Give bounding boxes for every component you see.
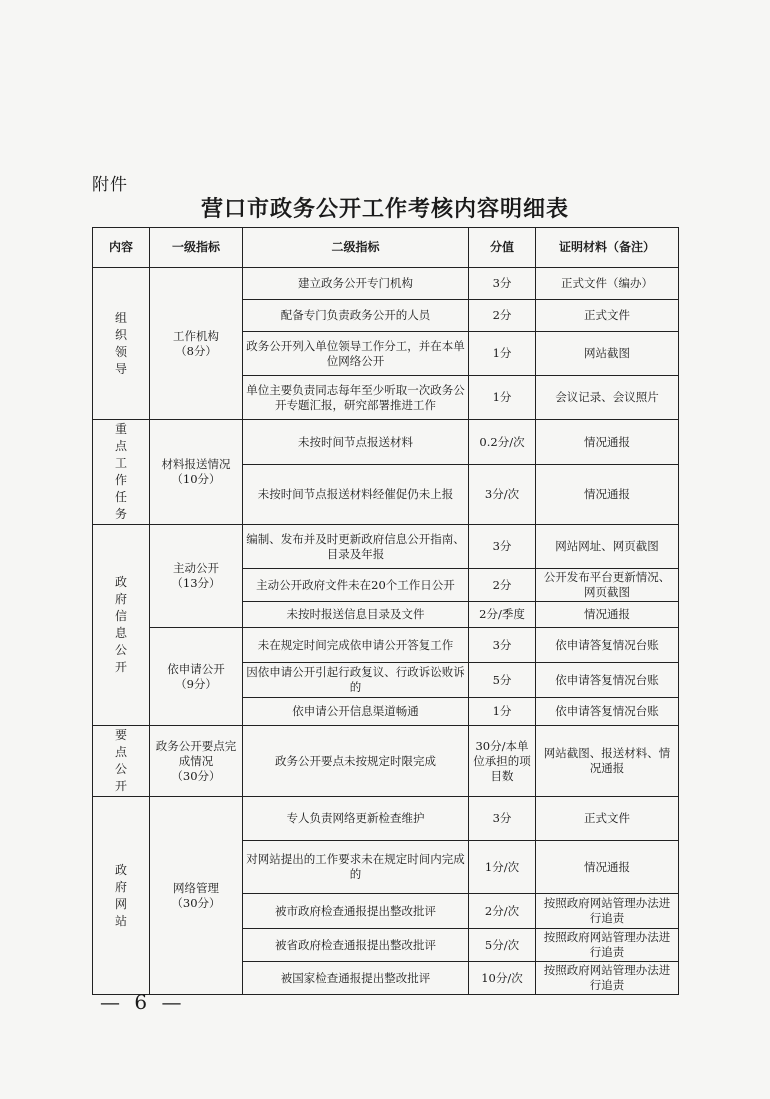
score-cell: 3分 (469, 797, 536, 841)
evidence-cell: 情况通报 (536, 420, 679, 465)
evidence-cell: 按照政府网站管理办法进行追责 (536, 929, 679, 962)
section-label: 组织领导 (114, 310, 127, 376)
section-cell (93, 420, 150, 525)
level2-indicator: 编制、发布并及时更新政府信息公开指南、目录及年报 (243, 525, 469, 569)
score-cell: 1分 (469, 376, 536, 420)
level1-indicator: 依申请公开 （9分） (150, 628, 243, 726)
section-label: 政府网站 (114, 862, 127, 928)
level1-indicator: 主动公开 （13分） (150, 525, 243, 628)
section-cell (93, 726, 150, 797)
page-title: 营口市政务公开工作考核内容明细表 (200, 197, 569, 222)
score-cell: 2分 (469, 300, 536, 332)
evidence-cell: 情况通报 (536, 465, 679, 525)
level1-indicator: 网络管理 （30分） (150, 797, 243, 995)
evidence-cell: 会议记录、会议照片 (536, 376, 679, 420)
page-number: — 6 — (100, 990, 186, 1014)
evidence-cell: 网站截图 (536, 332, 679, 376)
score-cell: 0.2分/次 (469, 420, 536, 465)
level2-indicator: 政务公开要点未按规定时限完成 (243, 726, 469, 797)
evidence-cell: 网站网址、网页截图 (536, 525, 679, 569)
table-body (93, 268, 679, 995)
level1-indicator: 工作机构 （8分） (150, 268, 243, 420)
score-cell: 30分/本单位承担的项目数 (469, 726, 536, 797)
header-level1: 一级指标 (150, 228, 243, 268)
level2-indicator: 因依申请公开引起行政复议、行政诉讼败诉的 (243, 663, 469, 698)
score-cell: 3分 (469, 268, 536, 300)
evidence-cell: 按照政府网站管理办法进行追责 (536, 894, 679, 929)
score-cell: 3分 (469, 628, 536, 663)
attachment-label: 附件 (92, 175, 128, 195)
table-row (93, 268, 679, 300)
level2-indicator: 依申请公开信息渠道畅通 (243, 698, 469, 726)
score-cell: 1分 (469, 698, 536, 726)
level2-indicator: 单位主要负责同志每年至少听取一次政务公开专题汇报，研究部署推进工作 (243, 376, 469, 420)
evidence-cell: 按照政府网站管理办法进行追责 (536, 962, 679, 995)
section-label: 政府信息公开 (114, 575, 127, 674)
level2-indicator: 未按时间节点报送材料经催促仍未上报 (243, 465, 469, 525)
evidence-cell: 公开发布平台更新情况、网页截图 (536, 569, 679, 602)
evidence-cell: 依申请答复情况台账 (536, 698, 679, 726)
header-level2: 二级指标 (243, 228, 469, 268)
level2-indicator: 对网站提出的工作要求未在规定时间内完成的 (243, 841, 469, 894)
evidence-cell: 正式文件（编办） (536, 268, 679, 300)
section-cell (93, 797, 150, 995)
evidence-cell: 情况通报 (536, 841, 679, 894)
header-evidence: 证明材料（备注） (536, 228, 679, 268)
level2-indicator: 未在规定时间完成依申请公开答复工作 (243, 628, 469, 663)
evidence-cell: 正式文件 (536, 797, 679, 841)
level2-indicator: 建立政务公开专门机构 (243, 268, 469, 300)
level1-indicator: 政务公开要点完成情况 （30分） (150, 726, 243, 797)
section-cell (93, 268, 150, 420)
table-row (93, 420, 679, 465)
table-row (93, 525, 679, 569)
score-cell: 3分 (469, 525, 536, 569)
score-cell: 2分/季度 (469, 602, 536, 628)
level2-indicator: 专人负责网络更新检查维护 (243, 797, 469, 841)
evidence-cell: 网站截图、报送材料、情况通报 (536, 726, 679, 797)
score-cell: 10分/次 (469, 962, 536, 995)
level2-indicator: 主动公开政府文件未在20个工作日公开 (243, 569, 469, 602)
score-cell: 2分 (469, 569, 536, 602)
level2-indicator: 政务公开列入单位领导工作分工，并在本单位网络公开 (243, 332, 469, 376)
evidence-cell: 依申请答复情况台账 (536, 628, 679, 663)
table-row (93, 726, 679, 797)
table-header-row (93, 228, 679, 268)
level2-indicator: 被市政府检查通报提出整改批评 (243, 894, 469, 929)
table-row (93, 797, 679, 841)
level2-indicator: 被国家检查通报提出整改批评 (243, 962, 469, 995)
score-cell: 5分/次 (469, 929, 536, 962)
level2-indicator: 配备专门负责政务公开的人员 (243, 300, 469, 332)
section-cell (93, 525, 150, 726)
level2-indicator: 未按时间节点报送材料 (243, 420, 469, 465)
header-content: 内容 (93, 228, 150, 268)
score-cell: 3分/次 (469, 465, 536, 525)
table-row (93, 628, 679, 663)
evidence-cell: 正式文件 (536, 300, 679, 332)
score-cell: 1分/次 (469, 841, 536, 894)
score-cell: 5分 (469, 663, 536, 698)
section-label: 要点公开 (114, 728, 127, 793)
level2-indicator: 被省政府检查通报提出整改批评 (243, 929, 469, 962)
header-score: 分值 (469, 228, 536, 268)
evidence-cell: 依申请答复情况台账 (536, 663, 679, 698)
score-cell: 1分 (469, 332, 536, 376)
level2-indicator: 未按时报送信息目录及文件 (243, 602, 469, 628)
assessment-table (92, 227, 679, 995)
level1-indicator: 材料报送情况 （10分） (150, 420, 243, 525)
section-label: 重点工作任务 (114, 422, 127, 521)
evidence-cell: 情况通报 (536, 602, 679, 628)
score-cell: 2分/次 (469, 894, 536, 929)
